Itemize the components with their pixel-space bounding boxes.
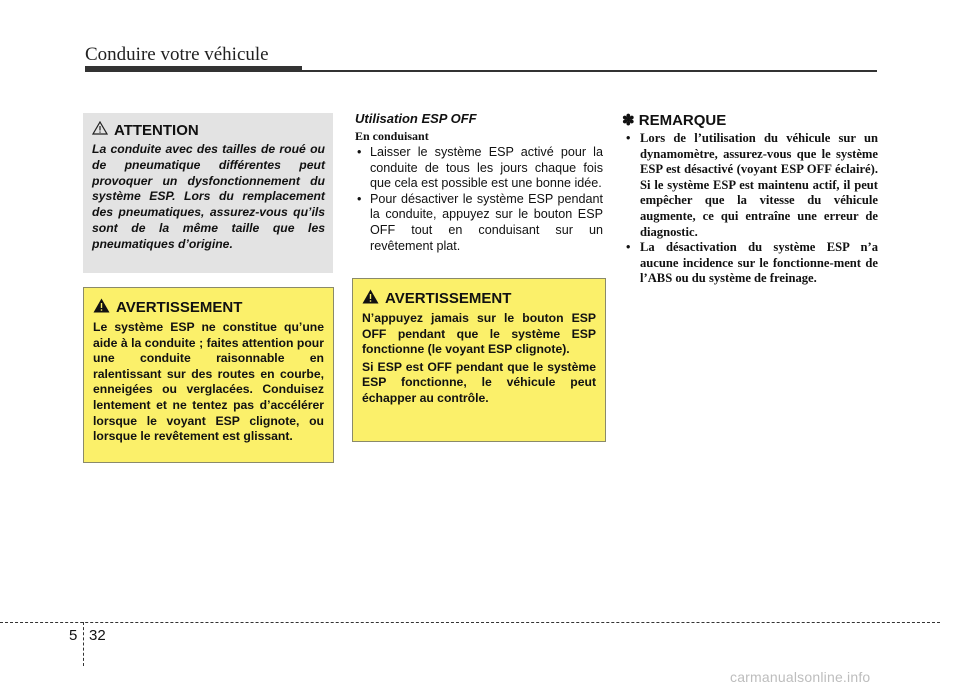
warning-triangle-outline-icon <box>92 121 108 139</box>
warning-mid-heading: AVERTISSEMENT <box>385 290 512 307</box>
header-rule-thin <box>302 70 877 72</box>
warning-box-left <box>83 287 334 463</box>
list-item: • Pour désactiver le système ESP pendant la conduite, appuyez sur le bouton ESP OFF tout en conduisant sur un revêtement plat. <box>355 192 603 254</box>
warning-left-heading-row <box>93 298 324 317</box>
list-item: • Laisser le système ESP activé pour la conduite de tous les jours chaque fois que cela est possible est une bonne idée. <box>355 145 603 192</box>
warning-mid-heading-row <box>362 289 596 308</box>
warning-triangle-filled-icon <box>362 289 379 308</box>
esp-off-title: Utilisation ESP OFF <box>355 111 477 126</box>
warning-left-heading: AVERTISSEMENT <box>116 299 243 316</box>
page-header-title: Conduire votre véhicule <box>85 44 269 65</box>
esp-off-list <box>355 145 603 254</box>
watermark: carmanualsonline.info <box>730 669 871 685</box>
warning-mid-para2: Si ESP est OFF pendant que le système ESP fonctionne, le véhicule peut échapper au contrôle. <box>362 359 596 405</box>
warning-triangle-filled-icon <box>93 298 110 317</box>
list-item: • La désactivation du système ESP n’a aucune incidence sur le fonctionne-ment de l’ABS ou du système de freinage. <box>622 240 878 287</box>
attention-box <box>83 113 333 273</box>
attention-text: La conduite avec des tailles de roué ou de pneumatique différentes peut provoquer un dysfonctionnement du système ESP. Lors du remplacement des pneumatiques, assurez-vous qu’ils sont de la même taille que les pneumatiques d’origine. <box>92 142 325 251</box>
footer-vertical-divider <box>83 622 84 666</box>
warning-box-middle <box>352 278 606 442</box>
esp-off-subtitle: En conduisant <box>355 129 429 143</box>
list-item: • Lors de l’utilisation du véhicule sur un dynamomètre, assurez-vous que le système ESP est désactivé (voyant ESP OFF éclairé). Si le système ESP est maintenu actif, il peut empêcher que la vitesse du véhicule augmente, ce qui entraîne une erreur de diagnostic. <box>622 131 878 240</box>
warning-left-text: Le système ESP ne constitue qu’une aide à la conduite ; faites attention pour une conduite raisonnable en ralentissant sur des routes en courbe, enneigées ou verglacées. Conduisez lentement et ne tentez pas d’accélérer lorsque le voyant ESP clignote, ou lorsque le revêtement est glissant. <box>93 320 324 444</box>
attention-heading: ATTENTION <box>114 121 199 139</box>
remarque-list <box>622 131 878 287</box>
header-rule-thick <box>85 66 302 72</box>
warning-mid-para1: N’appuyez jamais sur le bouton ESP OFF pendant que le système ESP fonctionne (le voyant ESP clignote). <box>362 311 596 357</box>
page-number: 32 <box>89 627 106 644</box>
footer-divider <box>0 622 940 623</box>
section-number: 5 <box>69 627 78 644</box>
attention-heading-row <box>92 121 325 139</box>
remarque-heading: ✽ REMARQUE <box>622 112 727 129</box>
